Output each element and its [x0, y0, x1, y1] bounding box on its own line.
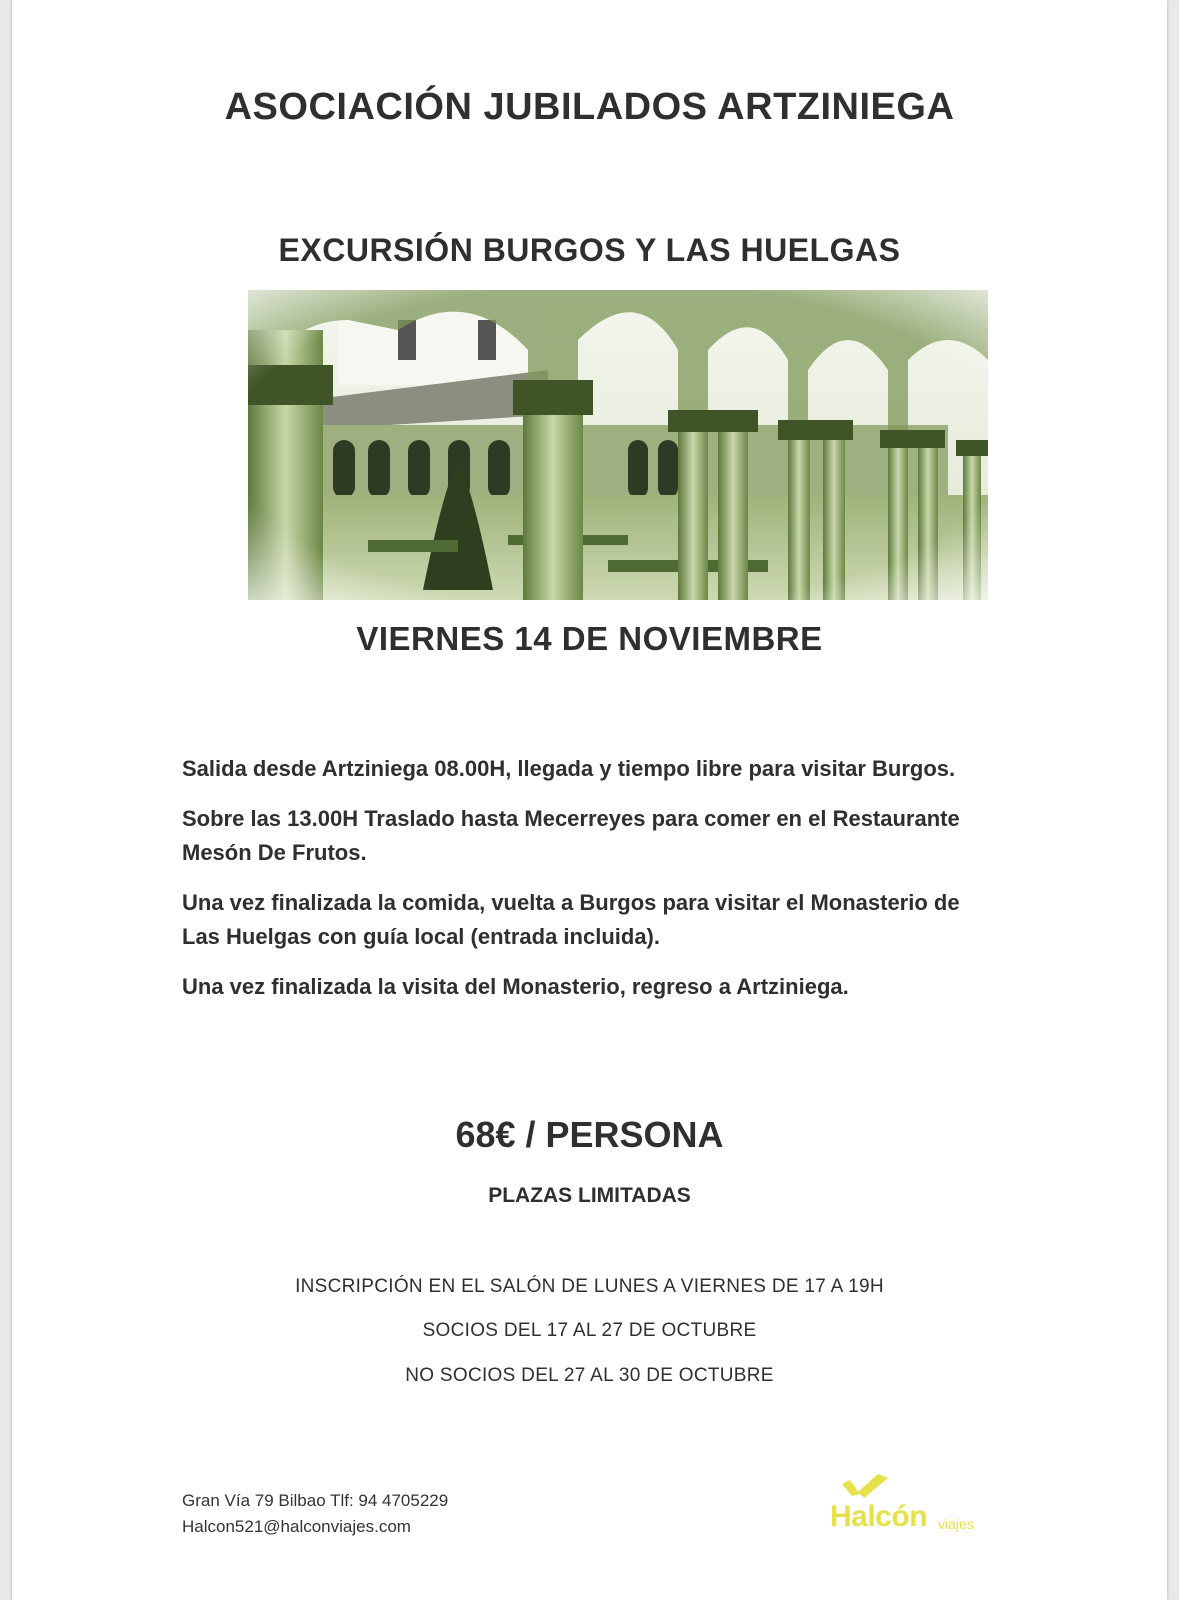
cloister-photo — [248, 290, 988, 600]
itinerary-item: Salida desde Artziniega 08.00H, llegada y tiempo libre para visitar Burgos. — [182, 756, 956, 781]
contact-info — [182, 1488, 448, 1540]
contact-address: Gran Vía 79 Bilbao Tlf: 94 4705229 — [182, 1491, 449, 1510]
association-title: ASOCIACIÓN JUBILADOS ARTZINIEGA — [224, 86, 955, 128]
itinerary — [182, 752, 1002, 1020]
halcon-logo — [830, 1472, 1005, 1542]
itinerary-item: Una vez finalizada la comida, vuelta a Burgos para visitar el Monasterio de Las Huelgas con guía local (entrada incluida). — [182, 890, 960, 949]
contact-email: Halcon521@halconviajes.com — [182, 1517, 411, 1536]
registration-line: NO SOCIOS DEL 27 AL 30 DE OCTUBRE — [405, 1365, 774, 1386]
registration-line: SOCIOS DEL 17 AL 27 DE OCTUBRE — [422, 1320, 757, 1341]
itinerary-item: Sobre las 13.00H Traslado hasta Mecerreyes para comer en el Restaurante Mesón De Frutos. — [182, 806, 960, 865]
logo-name: Halcón — [830, 1500, 928, 1533]
logo-sub: viajes — [938, 1516, 974, 1532]
limited-places: PLAZAS LIMITADAS — [488, 1184, 691, 1207]
registration-line: INSCRIPCIÓN EN EL SALÓN DE LUNES A VIERNES DE 17 A 19H — [295, 1276, 884, 1297]
flyer-page — [12, 0, 1167, 1600]
checkmark-icon — [838, 1472, 898, 1502]
price: 68€ / PERSONA — [455, 1114, 724, 1155]
trip-title: EXCURSIÓN BURGOS Y LAS HUELGAS — [278, 232, 901, 268]
itinerary-item: Una vez finalizada la visita del Monasterio, regreso a Artziniega. — [182, 974, 849, 999]
event-date: VIERNES 14 DE NOVIEMBRE — [356, 620, 823, 657]
